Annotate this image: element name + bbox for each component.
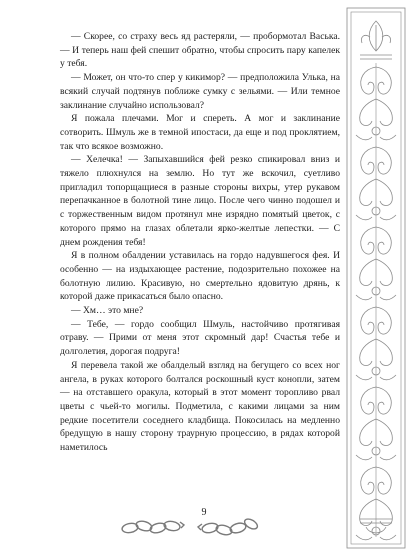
main-text xyxy=(60,30,340,455)
paragraph: — Скорее, со страху весь яд растеряли, — пробормотал Васька. — И теперь наш фей спешит обратно, чтобы спросить пару капелек у тебя. xyxy=(60,31,340,70)
ornamental-vine-border-icon xyxy=(346,7,406,549)
page-number: 9 xyxy=(201,507,207,518)
paragraph: Я в полном обалдении уставилась на гордо надувшегося фея. И особенно — на издыхающее растение, подозрительно похожее на болотную лилию. Красивую, но смертельно ядовитую дрянь, к которой даже прикасаться было опасно. xyxy=(60,250,340,303)
paragraph: Я перевела такой же обалделый взгляд на бегущего со всех ног ангела, в руках которого болтался роскошный куст конопли, затем — на отставшего оракула, который в этот момент торопливо рвал цветы с чьей-то могилы. Подметила, с какими лицами за ним редкие посетители соседнего кладбища. Покосилась на медленно бредущую в нашу сторону траурную процессию, в рядах которой наметилось xyxy=(60,359,340,454)
paragraph: — Хелечка! — Запыхавшийся фей резко спикировал вниз и тяжело плюхнулся на землю. Но тут же вскочил, суетливо пригладил топорщащиеся в разные стороны вихры, утер рукавом перепачканное в болотной тине лицо. После чего чинно подошел и с торжественным видом протянул мне изрядно помятый цветок, с которого прямо на глазах облетали ярко-желтые лепестки. — С днем рождения тебя! xyxy=(60,154,340,248)
broken-chain-icon xyxy=(120,506,260,546)
paragraph: — Тебе, — гордо сообщил Шмуль, настойчиво протягивая отраву. — Прими от меня этот скромный дар! Счастья тебе и долголетия, дорогая подруга! xyxy=(60,318,340,358)
paragraph: — Хм… это мне? xyxy=(71,305,144,317)
paragraph: Я пожала плечами. Мог и спереть. А мог и заклинание сотворить. Шмуль же в темной ипостаси, да еще и под проклятием, так что всякое возможно. xyxy=(60,113,340,152)
paragraph: — Может, он что-то спер у кикимор? — предположила Улька, на всякий случай подтянув поближе сумку с зельями. — Или темное заклинание случайно использовал? xyxy=(60,72,340,111)
